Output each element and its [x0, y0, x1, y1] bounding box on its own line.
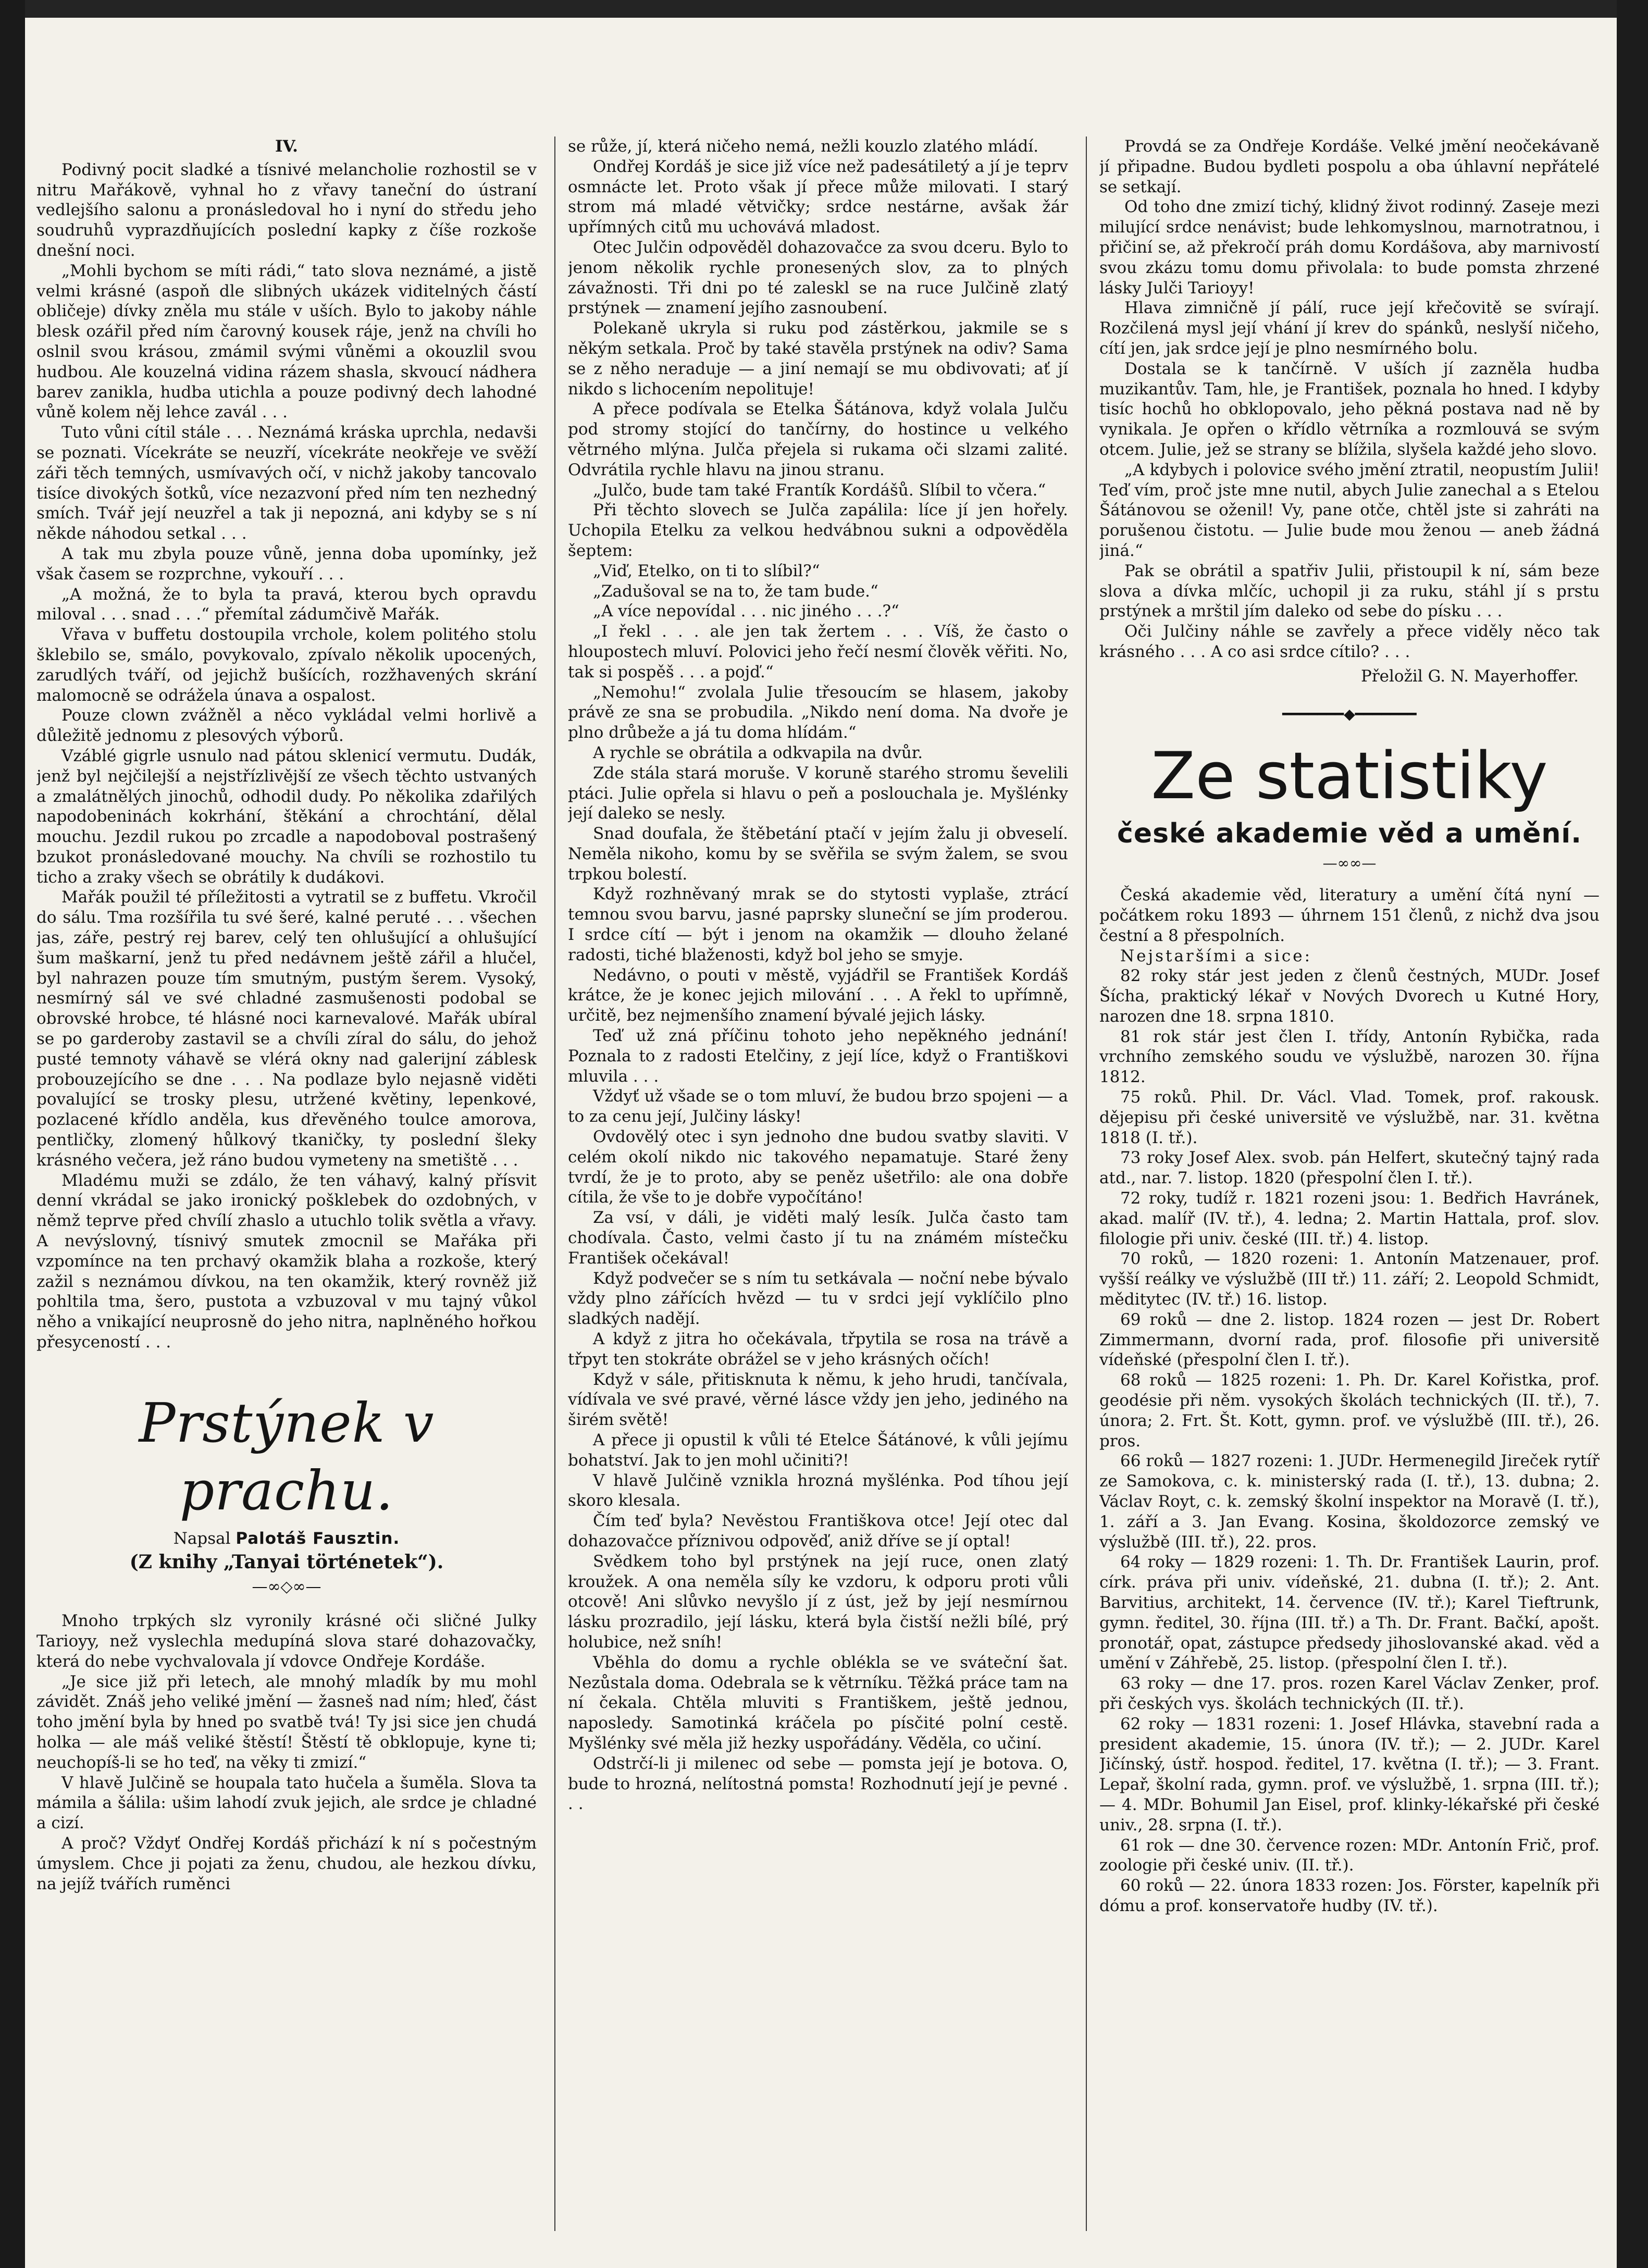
paragraph: V hlavě Julčině vznikla hrozná myšlénka. Pod tíhou její skoro klesala.	[568, 1471, 1068, 1510]
list-item: 66 roků — 1827 rozeni: 1. JUDr. Hermenegild Jireček rytíř ze Samokova, c. k. ministerský rada (I. tř.), 13. dubna; 2. Václav Royt, c. k. zemský školní inspektor na Moravě (I. tř.), 1. září a 3. Jan Evang. Kosina, školdozorce zemský ve výslužbě (III. tř.), 22. pros.	[1099, 1452, 1600, 1552]
ornament: —∞◇∞—	[252, 1578, 321, 1596]
paragraph: Hlava zimničně jí pálí, ruce její křečovitě se svírají. Rozčilená mysl její vhání jí krev do spánků, neslyší ničeho, cítí jen, jak srdce její je plno nesmírného bolu.	[1099, 299, 1600, 358]
oldest-label: Nejstaršími a sice:	[1120, 946, 1312, 965]
list-item: 69 roků — dne 2. listop. 1824 rozen — jest Dr. Robert Zimmermann, dvorní rada, prof. filosofie při universitě vídeňské (přespolní člen I. tř.).	[1099, 1310, 1600, 1370]
paragraph: „Julčo, bude tam také Frantík Kordášů. Slíbil to včera.“	[593, 480, 1046, 500]
paragraph: Když podvečer se s ním tu setkávala — noční nebe bývalo vždy plno zářících hvězd — tu v srdci její vyklíčilo plno sladkých nadějí.	[568, 1269, 1068, 1329]
paragraph: Zde stála stará moruše. V koruně starého stromu ševelili ptáci. Julie opřela si hlavu o peň a poslouchala je. Myšlénky její daleko se nesly.	[568, 763, 1068, 823]
paragraph: V hlavě Julčině se houpala tato hučela a šuměla. Slova ta mámila a šálila: ušim lahodí zvuk jejich, ale srdce je chladné a cizí.	[36, 1773, 537, 1833]
column-rule-2	[1086, 137, 1087, 2231]
scan-border-right	[1617, 0, 1648, 2268]
paragraph: Mladému muži se zdálo, že ten váhavý, kalný přísvit denní vkrádal se jako ironický pošklebek do ozdobných, v němž teprve před chvílí zhaslo a utuchlo tolik světla a vřavy. A nevýslovný, tísnivý smutek zmocnil se Mařáka při vzpomínce na ten prchavý okamžik blaha a rozkoše, který zažil s neznámou dívkou, na ten okamžik, který rovněž již pohltila tma, šero, pustota a vzbuzoval v mu tajný vůkol něho a vnikající neuprosně do jeho nitra, naplněného hořkou přesyceností . . .	[36, 1171, 537, 1352]
paragraph: Ondřej Kordáš je sice již více než padesátiletý a jí je teprv osmnácte let. Proto však jí přece může milovati. I starý strom má mladé větvičky; srdce nestárne, avšak žár upřímných citů mu uchovává mladost.	[568, 157, 1068, 237]
newspaper-page	[36, 137, 1605, 2241]
paragraph: „Mohli bychom se míti rádi,“ tato slova neznámé, a jistě velmi krásné (aspoň dle slibných ukázek viditelných částí obličeje) dívky zněla mu stále v uších. Bylo to jakoby náhle blesk ozářil před ním čarovný kousek ráje, jenž na chvíli ho oslnil svou krásou, zmámil svými vůněmi a okouzlil svou hudbou. Ale kouzelná vidina rázem shasla, skvoucí nádhera barev zanikla, hudba utichla a pouze podivný dech lahodné vůně kolem něj lehce zavál . . .	[36, 261, 537, 422]
paragraph: Pouze clown zvážněl a něco vykládal velmi horlivě a důležitě jednomu z plesových výborů.	[36, 706, 537, 746]
paragraph: Vřava v buffetu dostoupila vrchole, kolem politého stolu šklebilo se, smálo, povykovalo, zpívalo několik upocených, zarudlých tváří, od jejichž bušících, rozžhavených skrání malomocně se odrážela únava a ospalost.	[36, 625, 537, 705]
column-1	[36, 137, 537, 2231]
paragraph: Když rozhněvaný mrak se do stytosti vyplaše, ztrácí temnou svou barvu, jasné paprsky sluneční se jím proderou. I srdce cítí — být i jenom na okamžik — dlouho želané radosti, tiché blaženosti, když bol jeho se smyje.	[568, 885, 1068, 964]
list-item: 73 roky Josef Alex. svob. pán Helfert, skutečný tajný rada atd., nar. 7. listop. 1820 (přespolní člen I. tř.).	[1099, 1148, 1600, 1188]
list-item: 63 roky — dne 17. pros. rozen Karel Václav Zenker, prof. při českých vys. školách technických (II. tř.).	[1099, 1674, 1600, 1713]
scan-border-top	[0, 0, 1648, 18]
paragraph: Provdá se za Ondřeje Kordáše. Velké jmění neočekávaně jí připadne. Budou bydleti pospolu a oba úhlavní nepřátelé se setkají.	[1099, 137, 1600, 196]
paragraph: A proč? Vždyť Ondřej Kordáš přichází k ní s počestným úmyslem. Chce ji pojati za ženu, chudou, ale hezkou dívku, na jejíž tvářích ruměnci	[36, 1833, 537, 1893]
paragraph: Vždyť už všade se o tom mluví, že budou brzo spojeni — a to za cenu její, Julčiny lásky!	[568, 1087, 1068, 1126]
paragraph: Od toho dne zmizí tichý, klidný život rodinný. Zaseje mezi milující srdce nenávist; bude lehkomyslnou, marnotratnou, i přičiní se, až překročí práh domu Kordášova, aby marnivostí svou zkázu tomu domu přivolala: to bude pomsta zhrzené lásky Julči Tarioyy!	[1099, 197, 1600, 298]
paragraph: se růže, jí, která ničeho nemá, nežli kouzlo zlatého mládí.	[568, 137, 1039, 156]
paragraph: Za vsí, v dáli, je viděti malý lesík. Julča často tam chodívala. Často, velmi často jí tu na známém místečku František očekával!	[568, 1208, 1068, 1268]
scan-border-left	[0, 0, 25, 2268]
list-item: 72 roky, tudíž r. 1821 rozeni jsou: 1. Bedřich Havránek, akad. malíř (IV. tř.), 4. ledna; 2. Martin Hattala, prof. slov. filologie při univ. české (III. tř.) 4. listop.	[1099, 1189, 1600, 1248]
paragraph: Mnoho trpkých slz vyronily krásné oči sličné Julky Tarioyy, než vyslechla medupíná slova staré dohazovačky, která do nebe vychvalovala jí vdovce Ondřeje Kordáše.	[36, 1612, 537, 1671]
paragraph: Čím teď byla? Nevěstou Františkova otce! Její otec dal dohazovačce příznivou odpověď, aniž dříve se jí optal!	[568, 1511, 1068, 1551]
list-item: 82 roky stár jest jeden z členů čestných, MUDr. Josef Šícha, praktický lékař v Nových Dvorech u Kutné Hory, narozen dne 18. srpna 1810.	[1099, 966, 1600, 1026]
paragraph: „Je sice již při letech, ale mnohý mladík by mu mohl závidět. Znáš jeho veliké jmění — žasneš nad ním; hleď, část toho jmění byla by hned po svatbě tvá! Ty jsi sice jen chudá holka — ale máš veliké štěstí! Štěstí tě obklopuje, kyne ti; neuchopíš-li se ho teď, na věky ti zmizí.“	[36, 1672, 537, 1772]
paragraph: Svědkem toho byl prstýnek na její ruce, onen zlatý kroužek. A ona neměla síly ke vzdoru, k odporu proti vůli otcově! Ani slůvko nevyšlo jí z úst, jež by její nesmírnou lásku prozradilo, její lásku, která byla čistší nežli bílé, prý holubice, než sníh!	[568, 1552, 1068, 1652]
paragraph: „A více nepovídal . . . nic jiného . . .?“	[593, 602, 899, 621]
paragraph: A když z jitra ho očekávala, třpytila se rosa na trávě a třpyt ten stokráte obrážel se v jeho krásných očích!	[568, 1330, 1068, 1369]
paragraph: Dostala se k tančírně. V uších jí zazněla hudba muzikantův. Tam, hle, je František, poznala ho hned. I kdyby tisíc hochů ho obklopovalo, jeho pěkná postava nad ně by vynikala. Je opřen o křídlo větrníka a rozmlouvá se svým otcem. Julie, jež se strany se blížila, slyšela každé jeho slovo.	[1099, 359, 1600, 459]
paragraph: „A kdybych i polovice svého jmění ztratil, neopustím Julii! Teď vím, proč jste mne nutil, abych Julie zanechal a s Etelou Šátánovou se oženil! Vy, pane otče, chtěl jste si zahráti na porušenou čistotu. — Julie bude mou ženou — aneb žádná jiná.“	[1099, 460, 1600, 560]
column-3	[1099, 137, 1600, 2231]
column-rule-1	[554, 137, 555, 2231]
paragraph: Vběhla do domu a rychle oblékla se ve sváteční šat. Nezůstala doma. Odebrala se k větrníku. Těžká práce tam na ní čekala. Chtěla mluviti s Františkem, ještě jednou, naposledy. Samotinká kráčela po písčité polní cestě. Myšlénky své měla již hezky uspořádány. Věděla, co učiní.	[568, 1653, 1068, 1753]
paragraph: A rychle se obrátila a odkvapila na dvůr.	[593, 743, 923, 762]
paragraph: Otec Julčin odpověděl dohazovačce za svou dceru. Bylo to jenom několik rychle pronesených slov, za to plných závažnosti. Tři dni po té zaleskl se na ruce Julčině zlatý prstýnek — znamení jejího zasnoubení.	[568, 238, 1068, 318]
paragraph: „Viď, Etelko, on ti to slíbil?“	[593, 561, 820, 580]
list-item: 61 rok — dne 30. července rozen: MDr. Antonín Frič, prof. zoologie při české univ. (II. tř.).	[1099, 1836, 1600, 1875]
list-item: 70 roků, — 1820 rozeni: 1. Antonín Matzenauer, prof. vyšší reálky ve výslužbě (III tř.) 11. září; 2. Leopold Schmidt, měditytec (IV. tř.) 16. listop.	[1099, 1249, 1600, 1309]
paragraph: Nedávno, o pouti v městě, vyjádřil se František Kordáš krátce, že je konec jejich milování . . . A řekl to upřímně, určitě, bez nejmenšího znamení bývalé jejich lásky.	[568, 965, 1068, 1025]
section-separator: ━━━━━━━◆━━━━━━━	[1282, 705, 1417, 723]
paragraph: Ovdovělý otec i syn jednoho dne budou svatby slaviti. V celém okolí nikdo nic takového nepamatuje. Staré ženy tvrdí, že je to proto, aby se peněz ušetřilo: ale ona dobře cítila, že vše to je dobře vypočítáno!	[568, 1127, 1068, 1207]
paragraph: Mařák použil té příležitosti a vytratil se z buffetu. Vkročil do sálu. Tma rozšířila tu své šeré, kalné peruté . . . všechen jas, záře, pestrý rej barev, celý ten ohlušující a ohlušující šum maškarní, jenž tu před nedávnem ještě zářil a hlučel, byl nahrazen pouze tím smutným, pustým šerem. Vysoký, nesmírný sál ve své chladné zasmušenosti podobal se obrovské hrobce, té hlásné noci karnevalové. Mařák ubíral se po garderoby zastavil se a chvíli zíral do sálu, do jehož pusté temnoty váhavě se vlérá okny nad galerijní záblesk probouzejícího se dne . . . Na podlaze bylo nejasně viděti povalující se trosky plesu, utržené květiny, lepenkové, pozlacené křídlo anděla, kus dřevěného toulce amorova, pentličky, zlomený hůlkový tkaničky, ty poslední šleky krásného večera, jež ráno budou vymeteny na smetiště . . .	[36, 888, 537, 1170]
paragraph: Při těchto slovech se Julča zapálila: líce jí jen hořely. Uchopila Etelku za velkou hedvábnou sukni a odpověděla šeptem:	[568, 501, 1068, 560]
list-item: 60 roků — 22. února 1833 rozen: Jos. Förster, kapelník při dómu a prof. konservatoře hudby (IV. tř.).	[1099, 1876, 1600, 1915]
paragraph: A přece ji opustil k vůli té Etelce Šátánové, k vůli jejímu bohatství. Jak to jen mohl učiniti?!	[568, 1431, 1068, 1470]
paragraph: „A možná, že to byla ta pravá, kterou bych opravdu miloval . . . snad . . .“ přemítal zádumčivě Mařák.	[36, 585, 537, 624]
statistics-list	[1099, 885, 1600, 1916]
source-note: (Z knihy „Tanyai történetek“).	[129, 1551, 444, 1573]
translator-signature: Přeložil G. N. Mayerhoffer.	[1360, 666, 1579, 686]
section-subtitle: české akademie věd a umění.	[1117, 818, 1582, 850]
intro-paragraph: Česká akademie věd, literatury a umění čítá nyní — počátkem roku 1893 — úhrnem 151 členů, z nichž dva jsou čestní a 8 přespolních.	[1099, 886, 1600, 945]
paragraph: Podivný pocit sladké a tísnivé melancholie rozhostil se v nitru Mařákově, vyhnal ho z vřavy taneční do ústraní vedlejšího salonu a pronásledoval ho i nyní do středu jeho soudruhů vyprazdňujících poslední kapky z číše rozkoše dnešní noci.	[36, 160, 537, 260]
story-title: Prstýnek v prachu.	[139, 1391, 435, 1522]
author: Palotáš Fausztin.	[236, 1529, 400, 1548]
section-title: Ze statistiky	[1151, 739, 1548, 814]
list-item: 81 rok stár jest člen I. třídy, Antonín Rybička, rada vrchního zemského soudu ve výslužbě, narozen 30. října 1812.	[1099, 1027, 1600, 1087]
section-number: IV.	[275, 137, 298, 156]
paragraph: „Nemohu!“ zvolala Julie třesoucím se hlasem, jakoby právě ze sna se probudila. „Nikdo není doma. Na dvoře je plno drůbeže a já tu doma hlídám.“	[568, 683, 1068, 742]
paragraph: A přece podívala se Etelka Šátánova, když volala Julču pod stromy stojící do tančírny, do hostince u velkého větrného mlýna. Julča přejela si rukama oči slzami zalité. Odvrátila rychle hlavu na jinou stranu.	[568, 400, 1068, 479]
paragraph: „I řekl . . . ale jen tak žertem . . . Víš, že často o hloupostech mluví. Polovici jeho řečí nesmí člověk věřiti. No, tak si pospěš . . . a pojď.“	[568, 622, 1068, 681]
paragraph: Teď už zná příčinu tohoto jeho nepěkného jednání! Poznala to z radosti Etelčiny, z její líce, když o Františkovi mluvila . . .	[568, 1026, 1068, 1086]
paragraph: A tak mu zbyla pouze vůně, jenna doba upomínky, jež však časem se rozprchne, vykouří . . .	[36, 544, 537, 584]
paragraph: Oči Julčiny náhle se zavřely a přece viděly něco tak krásného . . . A co asi srdce cítilo? . . .	[1099, 622, 1600, 661]
paragraph: Když v sále, přitisknuta k němu, k jeho hrudi, tančívala, vídívala ve své pravé, věrné lásce vždy jen jeho, jediného na širém světě!	[568, 1370, 1068, 1430]
byline-prefix: Napsal	[173, 1529, 231, 1548]
column-2	[568, 137, 1068, 2231]
section-ornament: —∞∞—	[1322, 854, 1377, 872]
paragraph: Pak se obrátil a spatřiv Julii, přistoupil k ní, sám beze slova a dívka mlčíc, uchopil ji za ruku, stáhl jí s prstu prstýnek a mrštil jím daleko od sebe do písku . . .	[1099, 561, 1600, 621]
paragraph: Polekaně ukryla si ruku pod zástěrkou, jakmile se s někým setkala. Proč by také stavěla prstýnek na odiv? Sama se z něho neraduje — a jiní nemají se mu obdivovati; ať jí nikdo s lichocením nepolituje!	[568, 319, 1068, 399]
paragraph: Odstrčí-li ji milenec od sebe — pomsta její je botova. O, bude to hrozná, nelítostná pomsta! Rozhodnutí její je pevné . . .	[568, 1754, 1068, 1814]
paragraph: Snad doufala, že štěbetání ptačí v jejím žalu ji obveselí. Neměla nikoho, komu by se svěřila se svým žalem, se svou trpkou bolestí.	[568, 824, 1068, 884]
list-item: 62 roky — 1831 rozeni: 1. Josef Hlávka, stavební rada a president akademie, 15. února (IV. tř.); — 2. JUDr. Karel Jičínský, ústř. hospod. ředitel, 17. května (I. tř.); — 3. Frant. Lepař, školní rada, gymn. prof. ve výslužbě, 1. srpna (III. tř.); — 4. MDr. Bohumil Jan Eisel, prof. klinky-lékařské při české univ., 28. srpna (I. tř.).	[1099, 1714, 1600, 1835]
list-item: 75 roků. Phil. Dr. Václ. Vlad. Tomek, prof. rakousk. dějepisu při české universitě ve výslužbě, nar. 31. května 1818 (I. tř.).	[1099, 1088, 1600, 1147]
paragraph: Vzáblé gigrle usnulo nad pátou sklenicí vermutu. Dudák, jenž byl nejčilejší a nejstřízlivější ze všech těchto ustvaných a zmalátnělých jinochů, odhodil dudy. Po několika zdařilých napodobeninách kokrhání, štěkání a chrochtání, dělal mouchu. Jezdil rukou po zrcadle a napodoboval postrašený bzukot pronásledované mouchy. Na chvíli se rozhostilo tu ticho a zraky všech se obrátily k dudákovi.	[36, 746, 537, 887]
paragraph: Tuto vůni cítil stále . . . Neznámá kráska uprchla, nedavši se poznati. Vícekráte se neuzří, vícekráte neokřeje ve svěží záři těch temných, usmívavých očí, v nichž jakoby tancovalo tisíce divokých šotků, více nezazvoní před ním ten nezhedný smích. Tvář její neuzřel a tak ji nepozná, ani kdyby se s ní někde náhodou setkal . . .	[36, 423, 537, 543]
byline	[36, 1529, 537, 1549]
paragraph: „Zadušoval se na to, že tam bude.“	[593, 581, 878, 601]
list-item: 64 roky — 1829 rozeni: 1. Th. Dr. František Laurin, prof. círk. práva při univ. vídeňské, 21. dubna (I. tř.); 2. Ant. Barvitius, architekt, 14. července (IV. tř.); Karel Tieftrunk, gymn. ředitel, 30. října (III. tř.) a Th. Dr. Frant. Bačkí, apošt. pronotář, opat, zástupce předsedy jihoslovanské akad. věd a umění v Záhřebě, 25. listop. (přespolní člen I. tř.).	[1099, 1553, 1600, 1673]
list-item: 68 roků — 1825 rozeni: 1. Ph. Dr. Karel Kořistka, prof. geodésie při něm. vysokých školách technických (II. tř.), 7. února; 2. Frt. Št. Kott, gymn. prof. ve výslužbě (III. tř.), 26. pros.	[1099, 1371, 1600, 1451]
